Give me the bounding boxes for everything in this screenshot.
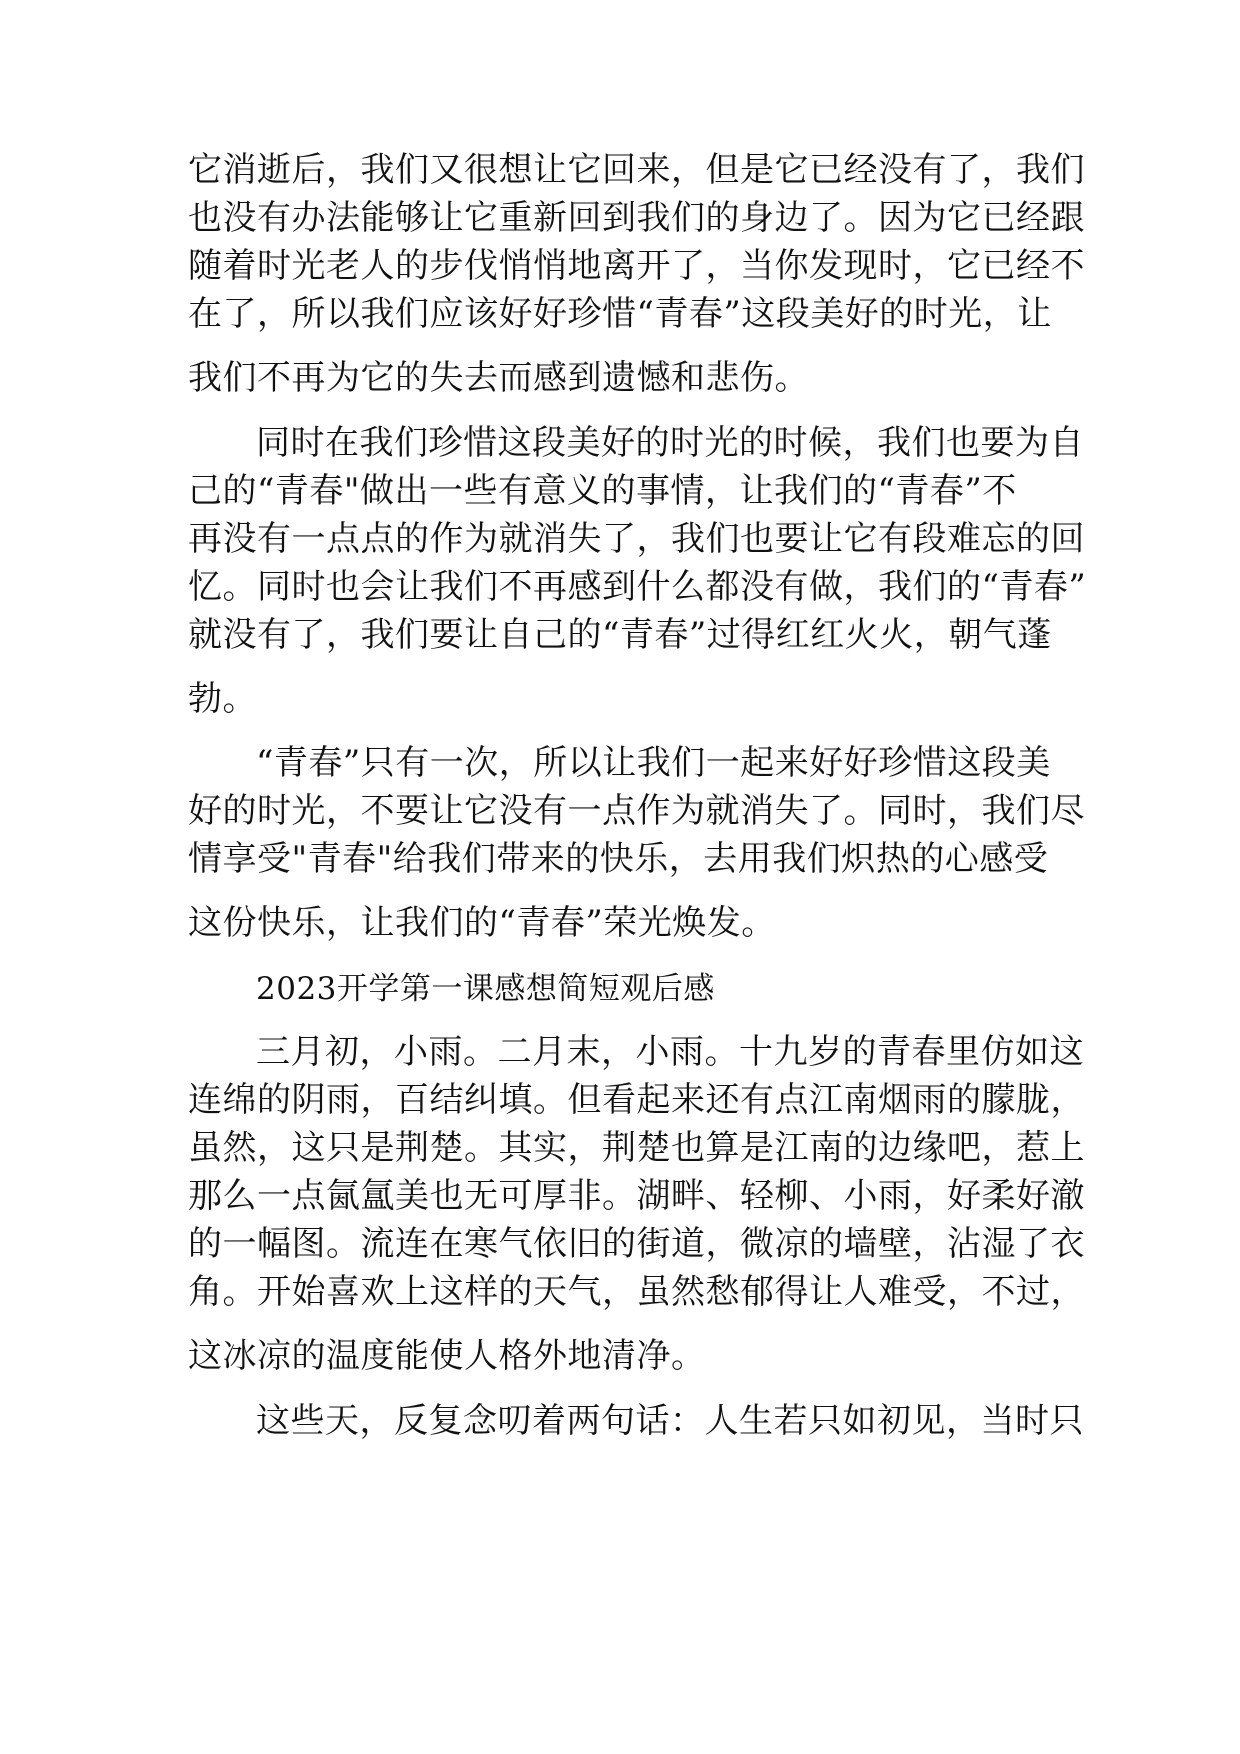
text-line: 再没有一点点的作为就消失了，我们也要让它有段难忘的回	[188, 519, 1085, 559]
text-line: 角。开始喜欢上这样的天气，虽然愁郁得让人难受，不过，	[188, 1272, 1085, 1312]
text-line: 这冰凉的温度能使人格外地清净。	[188, 1336, 706, 1376]
text-line: 好的时光，不要让它没有一点作为就消失了。同时，我们尽	[188, 791, 1085, 831]
paragraph-start-line: 这些天，反复念叨着两句话：人生若只如初见，当时只	[256, 1401, 1084, 1441]
section-heading: 2023开学第一课感想简短观后感	[256, 971, 715, 1007]
text-line: 情享受"青春"给我们带来的快乐，去用我们炽热的心感受	[188, 839, 1049, 879]
text-line: 它消逝后，我们又很想让它回来，但是它已经没有了，我们	[188, 150, 1085, 190]
text-line: 虽然，这只是荆楚。其实，荆楚也算是江南的边缘吧，惹上	[188, 1128, 1085, 1168]
paragraph-start-line: 三月初，小雨。二月末，小雨。十九岁的青春里仿如这	[256, 1032, 1084, 1072]
text-line: 在了，所以我们应该好好珍惜“青春”这段美好的时光，让	[188, 294, 1052, 334]
text-line: 忆。同时也会让我们不再感到什么都没有做，我们的“青春”	[188, 567, 1087, 607]
text-line: 连绵的阴雨，百结纠填。但看起来还有点江南烟雨的朦胧，	[188, 1080, 1085, 1120]
text-line: 勃。	[188, 679, 257, 719]
paragraph-start-line: “青春”只有一次，所以让我们一起来好好珍惜这段美	[256, 743, 1051, 783]
text-line: 我们不再为它的失去而感到遗憾和悲伤。	[188, 358, 809, 398]
text-line: 随着时光老人的步伐悄悄地离开了，当你发现时，它已经不	[188, 246, 1085, 286]
text-line: 也没有办法能够让它重新回到我们的身边了。因为它已经跟	[188, 198, 1085, 238]
text-line: 那么一点氤氲美也无可厚非。湖畔、轻柳、小雨，好柔好澈	[188, 1176, 1085, 1216]
text-line: 这份快乐，让我们的“青春”荣光焕发。	[188, 903, 776, 943]
text-line: 己的“青春"做出一些有意义的事情，让我们的“青春”不	[188, 471, 1017, 511]
text-line: 的一幅图。流连在寒气依旧的街道，微凉的墙壁，沾湿了衣	[188, 1224, 1085, 1264]
text-line: 就没有了，我们要让自己的“青春”过得红红火火，朝气蓬	[188, 615, 1052, 655]
paragraph-start-line: 同时在我们珍惜这段美好的时光的时候，我们也要为自	[256, 423, 1084, 463]
